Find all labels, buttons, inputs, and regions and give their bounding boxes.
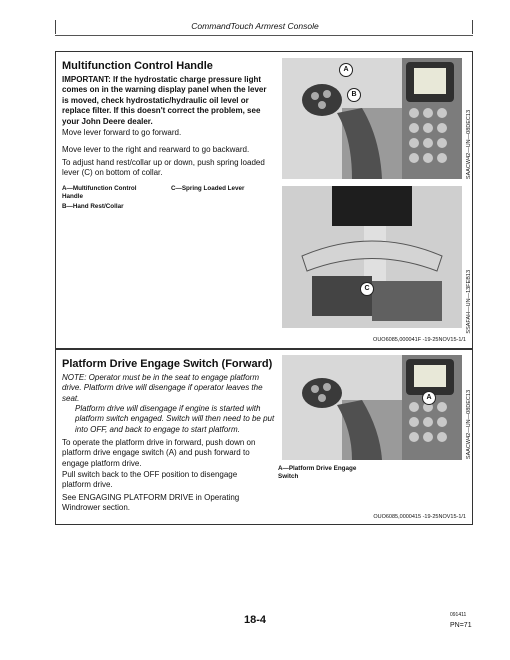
note-engine-start: Platform drive will disengage if engine is started with platform switch engaged. Switch will then need to be put into OFF, and back to engage to start platform.	[75, 404, 275, 434]
armrest-console-photo	[282, 58, 462, 179]
platform-switch-photo	[282, 355, 462, 460]
paragraph-forward: Move lever forward to go forward.	[62, 128, 182, 137]
page-header: CommandTouch Armrest Console	[191, 21, 319, 31]
collar-lever-image	[282, 186, 462, 328]
section-platform-drive-switch	[55, 349, 473, 525]
callout-a: A	[422, 391, 436, 405]
important-text: If the hydrostatic charge pressure light comes on in the warning display panel when the lever is moved, check hydrostatic/hydraulic oil level or replace filter. If this doesn't correct the problem, see your John Deere dealer.	[62, 75, 267, 126]
image-ref-2: SSAFAH—UN—13FEB13	[466, 270, 472, 334]
image-ref-3: SAACW42—UN—08DEC13	[466, 390, 472, 460]
section-title: Multifunction Control Handle	[62, 60, 213, 72]
collar-lever-photo	[282, 186, 462, 328]
armrest-console-image	[282, 58, 462, 179]
paragraph-operate: To operate the platform drive in forward, push down on platform drive engage switch (A) and push forward to engage platform drive.	[62, 438, 256, 468]
header-right-rule	[472, 20, 473, 34]
header-rule	[55, 35, 473, 36]
legend-a: A—Multifunction Control Handle	[62, 185, 137, 201]
footer-ref: OUO6085,0000415 -19-25NOV15-1/1	[373, 514, 466, 520]
paragraph-backward: Move lever to the right and rearward to go backward.	[62, 145, 250, 154]
callout-b: B	[347, 88, 361, 102]
paragraph-disengage: Pull switch back to the OFF position to disengage platform drive.	[62, 470, 238, 490]
callout-c: C	[360, 282, 374, 296]
callout-a: A	[339, 63, 353, 77]
important-label: IMPORTANT:	[62, 75, 111, 84]
important-notice	[62, 75, 274, 127]
footer-ref: OUO6085,000041F -19-25NOV15-1/1	[373, 337, 466, 343]
pn-number: PN=71	[450, 622, 472, 629]
header-left-rule	[55, 20, 56, 34]
section-title: Platform Drive Engage Switch (Forward)	[62, 358, 273, 370]
image-ref-1: SAACW42—UN—08DEC13	[466, 110, 472, 180]
legend-b: B—Hand Rest/Collar	[62, 203, 124, 210]
paragraph-see-section: See ENGAGING PLATFORM DRIVE in Operating Windrower section.	[62, 493, 240, 513]
legend-a: A—Platform Drive Engage Switch	[278, 465, 357, 481]
page-number: 18-4	[243, 614, 267, 626]
legend-c: C—Spring Loaded Lever	[171, 185, 245, 192]
pn-small: 091411	[450, 612, 467, 618]
paragraph-adjust: To adjust hand rest/collar up or down, push spring loaded lever (C) on bottom of collar.	[62, 158, 265, 178]
note-operator-seat: NOTE: Operator must be in the seat to engage platform drive. Platform drive will disengage if operator leaves the seat.	[62, 373, 263, 403]
platform-switch-image	[282, 355, 462, 460]
section-multifunction-handle	[55, 51, 473, 349]
